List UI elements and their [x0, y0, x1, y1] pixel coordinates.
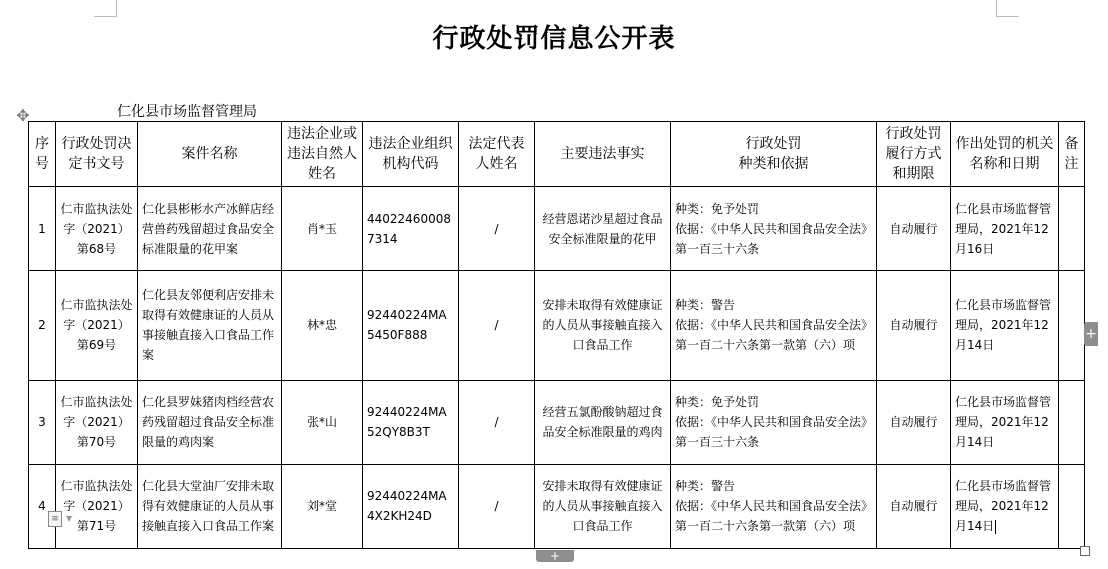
header-authority-date[interactable]: 作出处罚的机关名称和日期 — [951, 122, 1059, 187]
header-party-name[interactable]: 违法企业或违法自然人姓名 — [282, 122, 363, 187]
header-penalty-type-basis[interactable]: 行政处罚 种类和依据 — [671, 122, 877, 187]
legal-rep[interactable]: / — [459, 464, 535, 548]
row-index[interactable]: 3 — [29, 380, 56, 464]
authority-date[interactable]: 仁化县市场监督管理局，2021年12月16日 — [951, 187, 1059, 271]
penalty-type-basis[interactable]: 种类：警告 依据：《中华人民共和国食品安全法》第一百二十六条第一款第（六）项 — [671, 271, 877, 381]
performance[interactable]: 自动履行 — [877, 380, 951, 464]
table-move-handle-icon[interactable]: ✥ — [16, 106, 30, 125]
header-index[interactable]: 序号 — [29, 122, 56, 187]
decision-no[interactable]: 仁市监执法处字（2021）第69号 — [56, 271, 138, 381]
authority-date[interactable]: 仁化县市场监督管理局，2021年12月14日 — [951, 271, 1059, 381]
authority-date-text: 仁化县市场监督管理局，2021年12月14日 — [955, 479, 1052, 534]
case-name[interactable]: 仁化县友邻便利店安排未取得有效健康证的人员从事接触直接入口食品工作案 — [138, 271, 282, 381]
remarks[interactable] — [1059, 271, 1085, 381]
authority-date[interactable] — [951, 464, 1059, 548]
paste-options-document-icon[interactable]: ≡ — [48, 511, 62, 527]
table-row — [29, 464, 1085, 548]
penalty-type-basis[interactable]: 种类：免予处罚 依据：《中华人民共和国食品安全法》第一百三十六条 — [671, 380, 877, 464]
header-main-facts[interactable]: 主要违法事实 — [535, 122, 671, 187]
legal-rep[interactable]: / — [459, 380, 535, 464]
table-row — [29, 271, 1085, 381]
decision-no[interactable]: 仁市监执法处字（2021）第70号 — [56, 380, 138, 464]
remarks[interactable] — [1059, 380, 1085, 464]
org-code[interactable]: 92440224MA52QY8B3T — [363, 380, 459, 464]
header-org-code[interactable]: 违法企业组织机构代码 — [363, 122, 459, 187]
main-facts[interactable]: 安排未取得有效健康证的人员从事接触直接入口食品工作 — [535, 464, 671, 548]
table-resize-handle-icon[interactable] — [1080, 546, 1090, 556]
party-name[interactable]: 刘*堂 — [282, 464, 363, 548]
issuing-organization: 仁化县市场监督管理局 — [117, 104, 257, 120]
paste-options-chevron-down-icon[interactable]: ▼ — [66, 514, 73, 523]
row-index[interactable]: 1 — [29, 187, 56, 271]
org-code[interactable]: 440224600087314 — [363, 187, 459, 271]
penalty-type-basis[interactable]: 种类：警告 依据：《中华人民共和国食品安全法》第一百二十六条第一款第（六）项 — [671, 464, 877, 548]
case-name[interactable]: 仁化县罗妹猪肉档经营农药残留超过食品安全标准限量的鸡肉案 — [138, 380, 282, 464]
text-cursor — [995, 520, 996, 534]
add-row-button[interactable]: + — [536, 550, 574, 562]
party-name[interactable]: 肖*玉 — [282, 187, 363, 271]
org-code[interactable]: 92440224MA4X2KH24D — [363, 464, 459, 548]
header-legal-rep[interactable]: 法定代表人姓名 — [459, 122, 535, 187]
header-performance[interactable]: 行政处罚履行方式和期限 — [877, 122, 951, 187]
table-row — [29, 187, 1085, 271]
main-facts[interactable]: 安排未取得有效健康证的人员从事接触直接入口食品工作 — [535, 271, 671, 381]
performance[interactable]: 自动履行 — [877, 464, 951, 548]
crop-mark-top-left — [94, 0, 117, 17]
header-decision-no[interactable]: 行政处罚决定书文号 — [56, 122, 138, 187]
decision-no[interactable]: 仁市监执法处字（2021）第71号 — [56, 464, 138, 548]
authority-date[interactable]: 仁化县市场监督管理局，2021年12月14日 — [951, 380, 1059, 464]
document-title: 行政处罚信息公开表 — [432, 24, 676, 54]
table-row — [29, 380, 1085, 464]
crop-mark-top-right — [996, 0, 1019, 17]
legal-rep[interactable]: / — [459, 187, 535, 271]
row-index[interactable]: 4 — [29, 464, 56, 548]
main-facts[interactable]: 经营恩诺沙星超过食品安全标准限量的花甲 — [535, 187, 671, 271]
performance[interactable]: 自动履行 — [877, 271, 951, 381]
case-name[interactable]: 仁化县大堂油厂安排未取得有效健康证的人员从事接触直接入口食品工作案 — [138, 464, 282, 548]
party-name[interactable]: 林*忠 — [282, 271, 363, 381]
header-remarks[interactable]: 备注 — [1059, 122, 1085, 187]
row-index[interactable]: 2 — [29, 271, 56, 381]
decision-no[interactable]: 仁市监执法处字（2021）第68号 — [56, 187, 138, 271]
add-column-button[interactable]: + — [1084, 322, 1098, 346]
remarks[interactable] — [1059, 464, 1085, 548]
header-row — [29, 122, 1085, 187]
penalty-info-table — [28, 121, 1085, 549]
party-name[interactable]: 张*山 — [282, 380, 363, 464]
case-name[interactable]: 仁化县彬彬水产冰鲜店经营兽药残留超过食品安全标准限量的花甲案 — [138, 187, 282, 271]
org-code[interactable]: 92440224MA5450F888 — [363, 271, 459, 381]
header-case-name[interactable]: 案件名称 — [138, 122, 282, 187]
main-facts[interactable]: 经营五氯酚酸钠超过食品安全标准限量的鸡肉 — [535, 380, 671, 464]
legal-rep[interactable]: / — [459, 271, 535, 381]
remarks[interactable] — [1059, 187, 1085, 271]
performance[interactable]: 自动履行 — [877, 187, 951, 271]
penalty-type-basis[interactable]: 种类：免予处罚 依据：《中华人民共和国食品安全法》第一百三十六条 — [671, 187, 877, 271]
